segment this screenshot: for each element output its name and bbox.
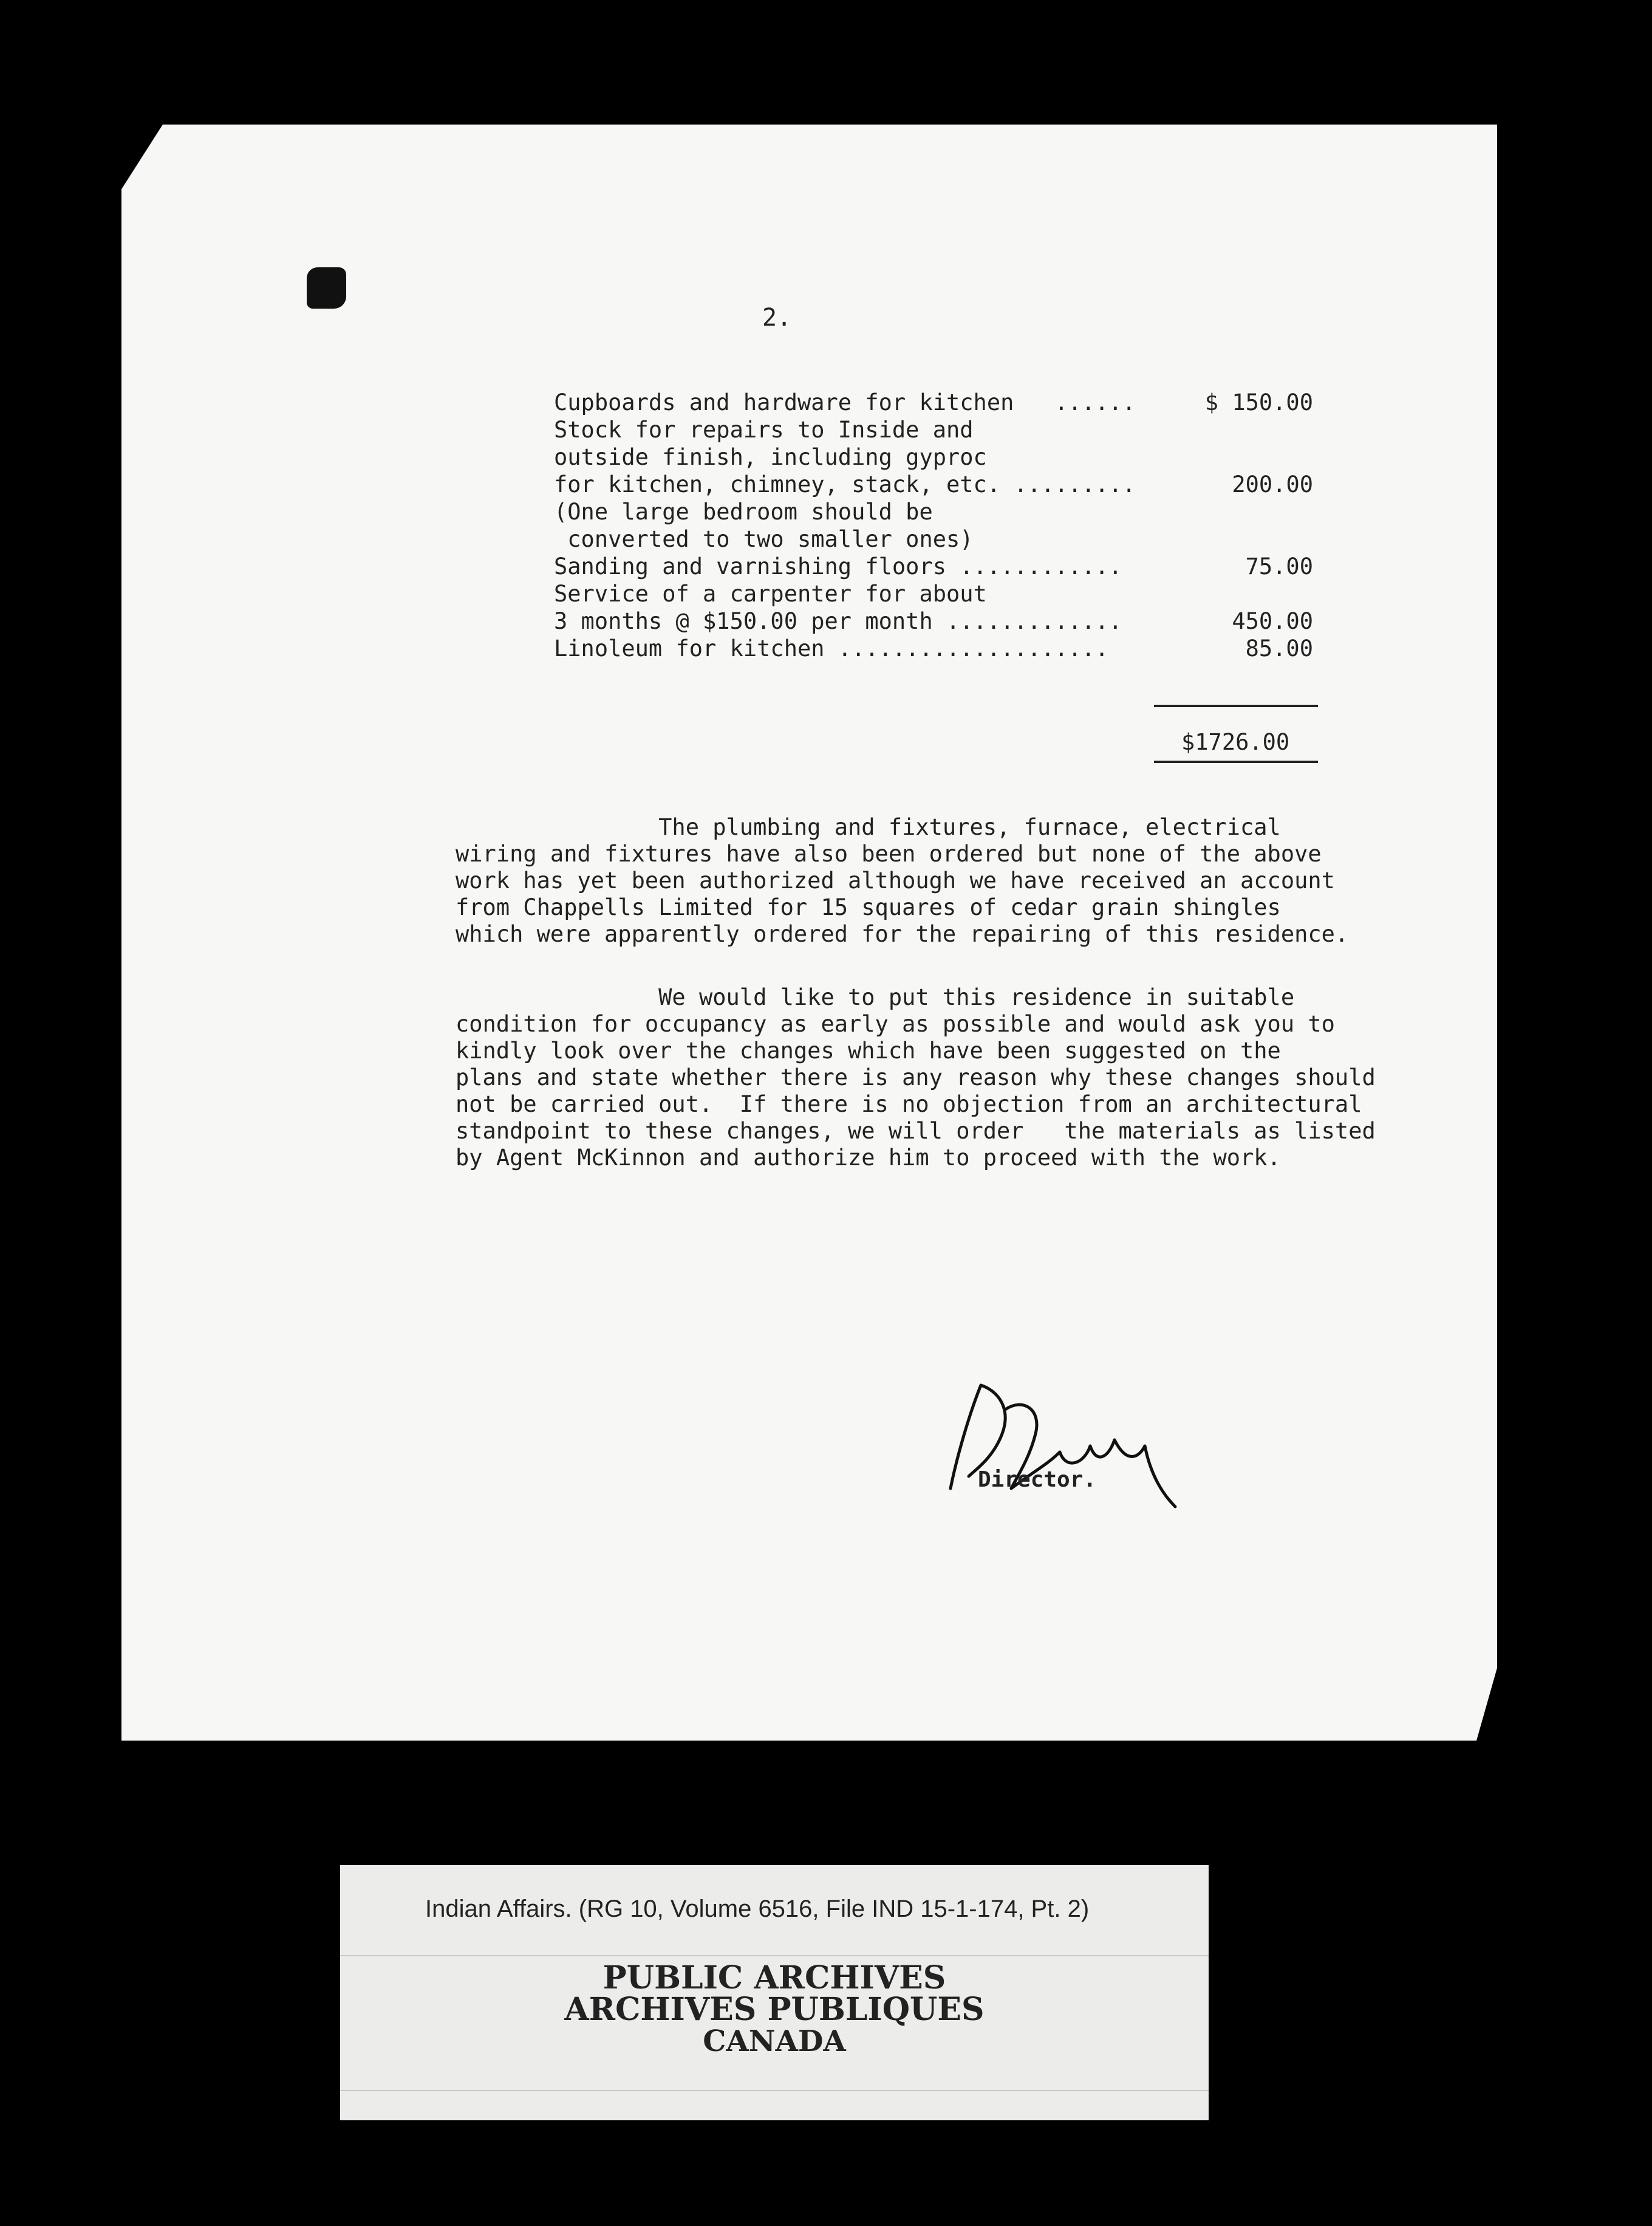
- paragraph-occupancy: [456, 984, 1439, 1171]
- stamp-line: PUBLIC ARCHIVES: [602, 1959, 946, 1996]
- paragraph-line: We would like to put this residence in suitable: [456, 984, 1295, 1010]
- cost-item-description: (One large bedroom should be: [554, 499, 933, 525]
- cost-item-description: 3 months @ $150.00 per month .............: [554, 608, 1122, 634]
- cost-item-amount: 75.00: [1245, 553, 1313, 580]
- cost-item-description: Stock for repairs to Inside and: [554, 417, 974, 443]
- archive-label: [340, 1865, 1209, 2120]
- cost-item: [554, 635, 1319, 662]
- cost-item-amount: $ 150.00: [1204, 389, 1313, 416]
- paragraph-line: condition for occupancy as early as possible and would ask you to: [456, 1011, 1335, 1037]
- cost-item: [554, 553, 1319, 580]
- cost-item: [554, 580, 1319, 635]
- cost-item-description: outside finish, including gyproc: [554, 444, 987, 470]
- archive-citation: Indian Affairs. (RG 10, Volume 6516, File IND 15-1-174, Pt. 2): [425, 1896, 1090, 1922]
- paragraph-line: not be carried out. If there is no objection from an architectural: [456, 1091, 1362, 1117]
- cost-item-description: for kitchen, chimney, stack, etc. .........: [554, 471, 1136, 498]
- cost-item-amount: 450.00: [1232, 608, 1313, 634]
- signature-title: Director.: [978, 1467, 1097, 1492]
- paragraph-line: work has yet been authorized although we have received an account: [456, 868, 1335, 894]
- paragraph-line: kindly look over the changes which have been suggested on the: [456, 1038, 1281, 1064]
- cost-item-amount: 200.00: [1232, 471, 1313, 498]
- cost-item: [554, 416, 1319, 498]
- paragraph-line: plans and state whether there is any reason why these changes should: [456, 1064, 1376, 1091]
- cost-item: [554, 389, 1319, 416]
- total-amount: $1726.00: [1181, 729, 1290, 755]
- paragraph-line: from Chappells Limited for 15 squares of cedar grain shingles: [456, 894, 1281, 920]
- paragraph-line: which were apparently ordered for the repairing of this residence.: [456, 921, 1349, 947]
- cost-item-description: Linoleum for kitchen ....................: [554, 635, 1109, 662]
- archive-stamp: [340, 1959, 1209, 2058]
- cost-item-description: Cupboards and hardware for kitchen ......: [554, 389, 1136, 416]
- total-rule-top: [1154, 705, 1318, 707]
- paragraph-plumbing: [456, 814, 1439, 948]
- paragraph-line: wiring and fixtures have also been ordered but none of the above: [456, 841, 1322, 867]
- cost-item: [554, 498, 1319, 553]
- page-number: 2.: [762, 304, 792, 332]
- paragraph-line: standpoint to these changes, we will order the materials as listed: [456, 1118, 1376, 1144]
- label-divider: [340, 2090, 1209, 2091]
- stamp-line: CANADA: [703, 2024, 846, 2058]
- paragraph-line: by Agent McKinnon and authorize him to proceed with the work.: [456, 1145, 1281, 1171]
- cost-item-description: Service of a carpenter for about: [554, 581, 987, 607]
- cost-item-description: converted to two smaller ones): [554, 526, 974, 552]
- cost-item-description: Sanding and varnishing floors ............: [554, 553, 1122, 580]
- paragraph-line: The plumbing and fixtures, furnace, electrical: [456, 814, 1281, 840]
- label-divider: [340, 1955, 1209, 1956]
- stamp-line: ARCHIVES PUBLIQUES: [564, 1991, 985, 2028]
- total-rule-bottom: [1154, 761, 1318, 763]
- punch-hole: [307, 267, 346, 309]
- cost-item-amount: 85.00: [1245, 635, 1313, 662]
- cost-items-list: [554, 389, 1319, 662]
